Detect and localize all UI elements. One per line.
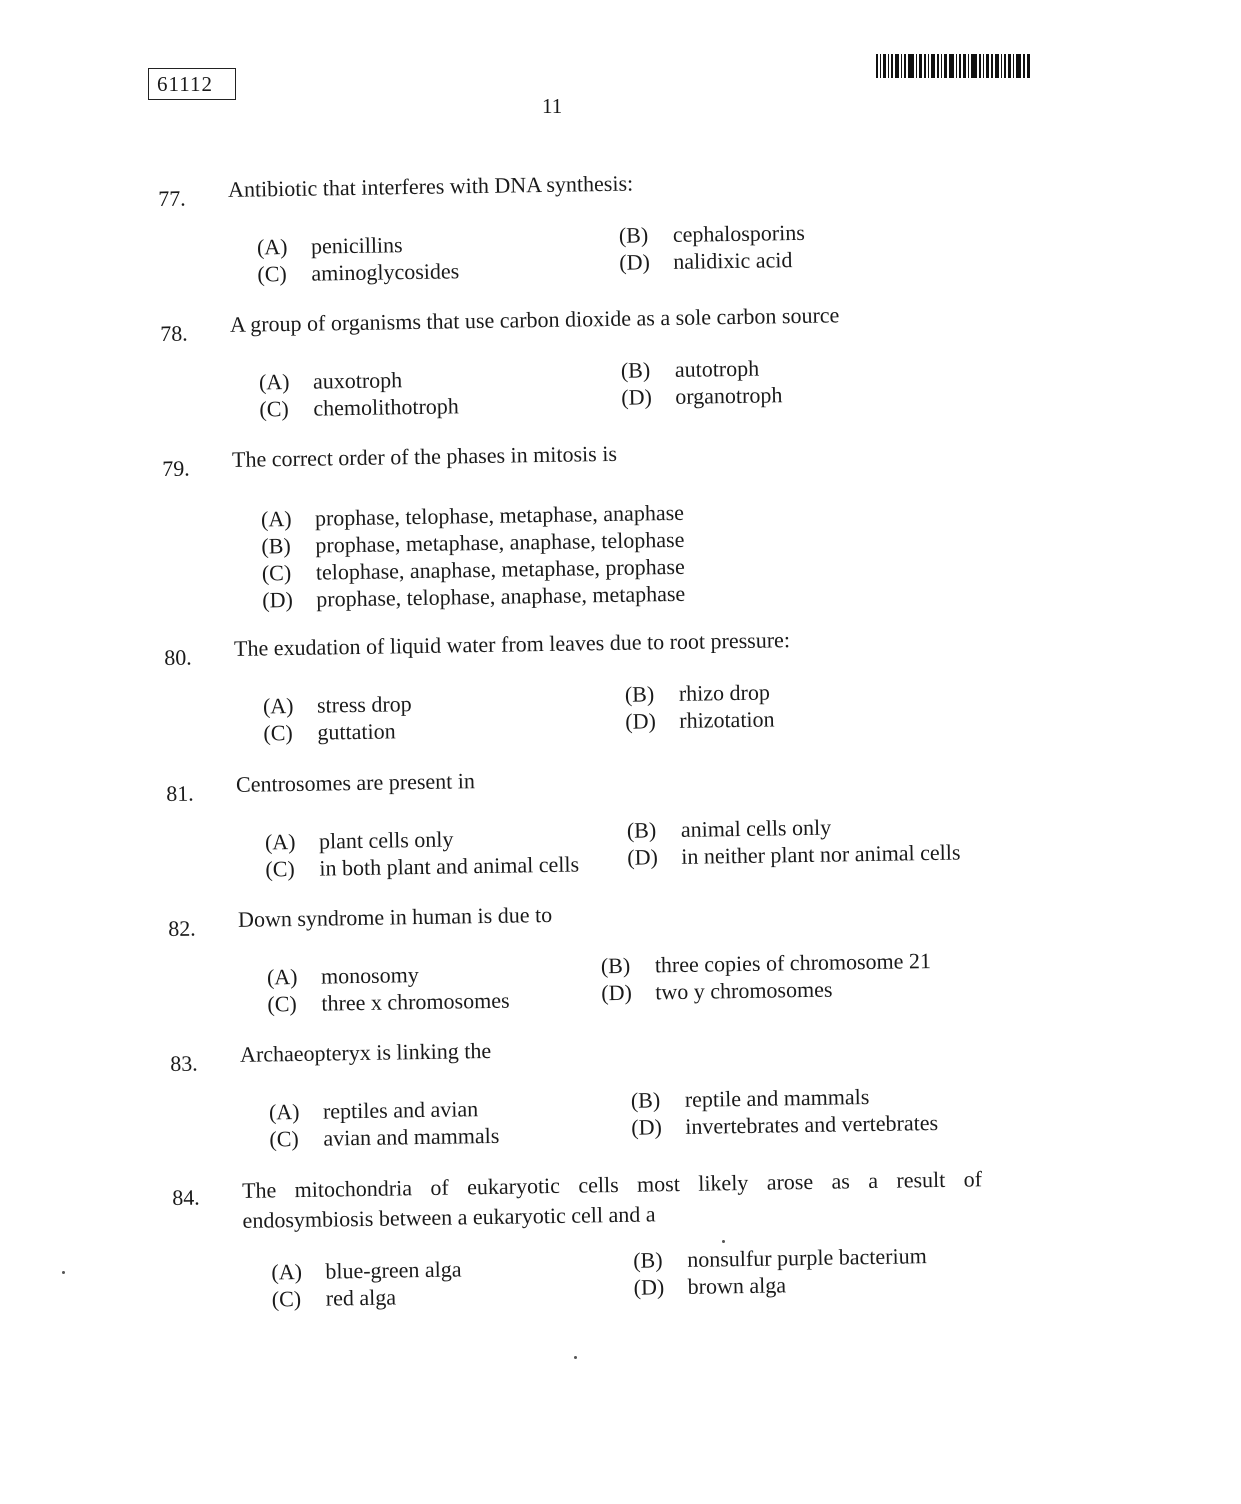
option-d: (D) organotroph bbox=[621, 382, 783, 410]
option-c: (C) telophase, anaphase, metaphase, prophase bbox=[261, 553, 685, 586]
question-number: 79. bbox=[162, 455, 190, 481]
option-a: (A) reptiles and avian bbox=[268, 1096, 479, 1125]
option-c: (C) in both plant and animal cells bbox=[265, 851, 580, 882]
option-c: (C) guttation bbox=[263, 718, 396, 746]
question-number: 82. bbox=[168, 915, 196, 941]
option-d: (D) brown alga bbox=[633, 1272, 787, 1300]
question-number: 78. bbox=[160, 320, 188, 346]
option-a: (A) penicillins bbox=[256, 232, 403, 260]
option-d: (D) in neither plant nor animal cells bbox=[627, 839, 961, 870]
option-a: (A) plant cells only bbox=[264, 826, 454, 855]
option-a: (A) auxotroph bbox=[258, 367, 403, 395]
barcode bbox=[876, 54, 1030, 78]
option-a: (A) blue-green alga bbox=[271, 1256, 462, 1285]
option-b: (B) prophase, metaphase, anaphase, telophase bbox=[261, 526, 685, 559]
question-text: The correct order of the phases in mitosis is bbox=[231, 440, 618, 472]
question-text: A group of organisms that use carbon dioxide as a sole carbon source bbox=[229, 302, 840, 337]
option-d: (D) invertebrates and vertebrates bbox=[631, 1109, 939, 1140]
question-number: 77. bbox=[158, 185, 186, 211]
option-d: (D) rhizotation bbox=[625, 706, 775, 734]
question-number: 80. bbox=[164, 644, 192, 670]
question-text-line-2: endosymbiosis between a eukaryotic cell and a bbox=[242, 1201, 656, 1233]
option-b: (B) reptile and mammals bbox=[630, 1084, 870, 1113]
option-c: (C) three x chromosomes bbox=[267, 987, 510, 1017]
option-b: (B) animal cells only bbox=[626, 814, 832, 843]
option-c: (C) chemolithotroph bbox=[259, 393, 459, 422]
scan-speck bbox=[574, 1356, 577, 1359]
question-text: The exudation of liquid water from leaves due to root pressure: bbox=[233, 627, 791, 661]
option-b: (B) rhizo drop bbox=[624, 679, 771, 707]
scan-speck bbox=[62, 1271, 65, 1274]
question-number: 83. bbox=[170, 1050, 198, 1076]
option-b: (B) nonsulfur purple bacterium bbox=[633, 1243, 927, 1273]
option-d: (D) prophase, telophase, anaphase, metaphase bbox=[262, 580, 686, 613]
option-c: (C) aminoglycosides bbox=[257, 258, 460, 287]
option-d: (D) two y chromosomes bbox=[601, 976, 833, 1006]
paper-code-box bbox=[148, 68, 236, 100]
question-text: Down syndrome in human is due to bbox=[237, 901, 553, 932]
question-number: 84. bbox=[172, 1184, 200, 1210]
question-text: Antibiotic that interferes with DNA synthesis: bbox=[227, 170, 634, 202]
paper-code: 61112 bbox=[157, 72, 213, 96]
question-number: 81. bbox=[166, 780, 194, 806]
option-c: (C) avian and mammals bbox=[269, 1122, 500, 1152]
option-c: (C) red alga bbox=[271, 1284, 397, 1312]
question-text: Archaeopteryx is linking the bbox=[239, 1037, 492, 1067]
option-d: (D) nalidixic acid bbox=[619, 247, 793, 275]
scan-speck bbox=[722, 1240, 725, 1243]
question-text bbox=[242, 1164, 983, 1236]
question-text: Centrosomes are present in bbox=[235, 768, 476, 797]
page-number: 11 bbox=[542, 94, 563, 118]
option-b: (B) autotroph bbox=[620, 355, 760, 383]
option-a: (A) monosomy bbox=[266, 962, 419, 990]
option-b: (B) three copies of chromosome 21 bbox=[600, 948, 932, 979]
option-a: (A) stress drop bbox=[262, 691, 412, 719]
option-a: (A) prophase, telophase, metaphase, anaphase bbox=[260, 499, 685, 532]
option-b: (B) cephalosporins bbox=[618, 219, 805, 248]
question-text-line-1: The mitochondria of eukaryotic cells most likely arose as a result of bbox=[241, 1166, 983, 1203]
